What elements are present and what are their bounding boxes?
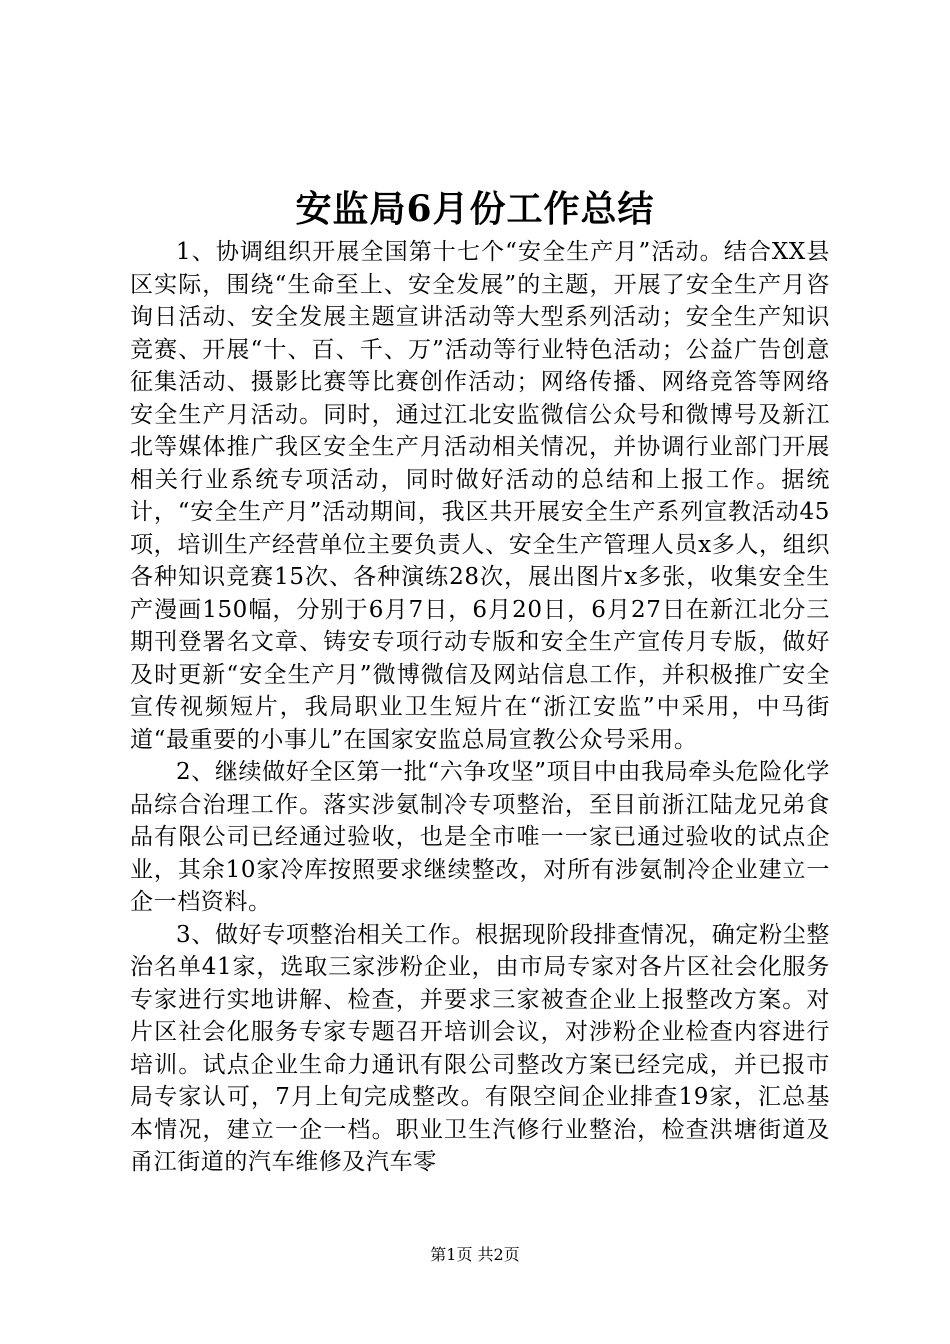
page-footer: 第1页 共2页 — [430, 1245, 520, 1264]
paragraph-1: 1、协调组织开展全国第十七个“安全生产月”活动。结合XX县区实际，围绕“生命至上、安全发展”的主题，开展了安全生产月咨询日活动、安全发展主题宣讲活动等大型系列活动；安全生产知识竞赛、开展“十、百、千、万”活动等行业特色活动；公益广告创意征集活动、摄影比赛等比赛创作活动；网络传播、网络竞答等网络安全生产月活动。同时，通过江北安监微信公众号和微博号及新江北等媒体推广我区安全生产月活动相关情况，并协调行业部门开展相关行业系统专项活动，同时做好活动的总结和上报工作。据统计，“安全生产月”活动期间，我区共开展安全生产系列宣教活动45项，培训生产经营单位主要负责人、安全生产管理人员x多人，组织各种知识竞赛15次、各种演练28次，展出图片x多张，收集安全生产漫画150幅，分别于6月7日，6月20日，6月27日在新江北分三期刊登署名文章、铸安专项行动专版和安全生产宣传月专版，做好及时更新“安全生产月”微博微信及网站信息工作，并积极推广安全宣传视频短片，我局职业卫生短片在“浙江安监”中采用，中马街道“最重要的小事儿”在国家安监总局宣教公众号采用。 — [130, 239, 830, 753]
document-title: 安监局6月份工作总结 — [295, 188, 655, 230]
document-body — [130, 236, 830, 1179]
paragraph-3: 3、做好专项整治相关工作。根据现阶段排查情况，确定粉尘整治名单41家，选取三家涉粉企业，由市局专家对各片区社会化服务专家进行实地讲解、检查，并要求三家被查企业上报整改方案。对片区社会化服务专家专题召开培训会议，对涉粉企业检查内容进行培训。试点企业生命力通讯有限公司整改方案已经完成，并已报市局专家认可，7月上旬完成整改。有限空间企业排查19家，汇总基本情况，建立一企一档。职业卫生汽修行业整治，检查洪塘街道及甬江街道的汽车维修及汽车零 — [130, 921, 830, 1175]
paragraph-2: 2、继续做好全区第一批“六争攻坚”项目中由我局牵头危险化学品综合治理工作。落实涉氨制冷专项整治，至目前浙江陆龙兄弟食品有限公司已经通过验收，也是全市唯一一家已通过验收的试点企业，其余10家冷库按照要求继续整改，对所有涉氨制冷企业建立一企一档资料。 — [130, 759, 830, 915]
